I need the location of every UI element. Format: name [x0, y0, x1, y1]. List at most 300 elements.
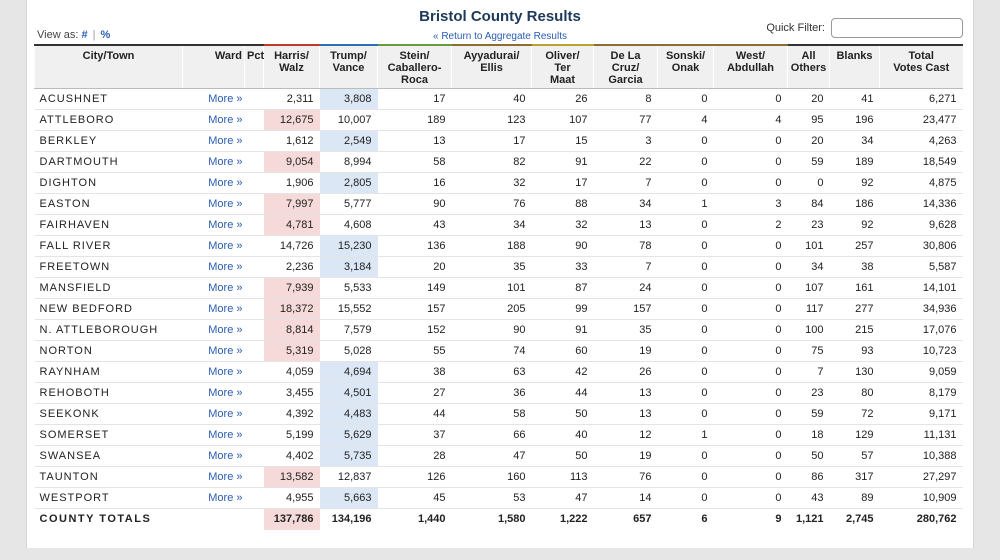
cell-ayyadurai: 35 [452, 256, 532, 277]
cell-total: 8,179 [880, 382, 963, 403]
table-row [35, 130, 963, 151]
cell-trump: 2,805 [320, 172, 378, 193]
cell-pct-empty [245, 193, 264, 214]
col-delacruz-line3: Garcia [608, 74, 643, 86]
cell-blanks: 186 [830, 193, 880, 214]
cell-stein: 1,440 [417, 513, 446, 526]
more-link[interactable]: More » [183, 88, 245, 109]
cell-delacruz: 34 [594, 193, 658, 214]
cell-sonski: 0 [658, 487, 714, 508]
table-row [35, 151, 963, 172]
cell-blanks: 92 [830, 214, 880, 235]
more-link[interactable]: More » [183, 277, 245, 298]
col-oliver-line3: Maat [549, 74, 576, 86]
cell-stein: 20 [378, 256, 452, 277]
results-table [34, 44, 963, 530]
cell-ayyadurai: 17 [452, 130, 532, 151]
table-row [35, 277, 963, 298]
cell-allothers: 20 [788, 88, 830, 109]
cell-blanks: 38 [830, 256, 880, 277]
col-ayyadurai-ellis[interactable] [452, 45, 532, 88]
totals-label: COUNTY TOTALS [39, 513, 152, 526]
cell-total: 34,936 [880, 298, 963, 319]
cell-ayyadurai: 53 [452, 487, 532, 508]
col-stein-line2: Caballero- [387, 62, 442, 74]
col-ward[interactable]: Ward [183, 45, 245, 88]
col-oliver-line1: Oliver/ [545, 50, 580, 62]
cell-delacruz: 7 [594, 256, 658, 277]
cell-ayyadurai: 40 [452, 88, 532, 109]
cell-city: FAIRHAVEN [35, 214, 183, 235]
cell-total: 18,549 [880, 151, 963, 172]
cell-harris: 4,402 [264, 445, 320, 466]
more-link[interactable]: More » [183, 361, 245, 382]
cell-west: 0 [714, 382, 788, 403]
col-harris-line2: Walz [279, 62, 304, 74]
cell-trump: 4,694 [320, 361, 378, 382]
col-sonski-line2: Onak [671, 62, 700, 74]
cell-sonski: 0 [658, 466, 714, 487]
cell-sonski: 0 [658, 403, 714, 424]
cell-trump: 3,184 [320, 256, 378, 277]
cell-blanks: 57 [830, 445, 880, 466]
cell-sonski: 0 [658, 256, 714, 277]
table-row [35, 445, 963, 466]
cell-city: SOMERSET [35, 424, 183, 445]
cell-stein: 126 [378, 466, 452, 487]
col-west-line1: West/ [735, 50, 766, 62]
cell-allothers: 23 [788, 382, 830, 403]
cell-sonski: 0 [658, 361, 714, 382]
cell-trump: 5,777 [320, 193, 378, 214]
cell-stein: 17 [378, 88, 452, 109]
cell-blanks: 129 [830, 424, 880, 445]
cell-trump: 5,028 [320, 340, 378, 361]
cell-total: 10,723 [880, 340, 963, 361]
cell-delacruz: 78 [594, 235, 658, 256]
cell-delacruz: 13 [594, 403, 658, 424]
cell-total: 10,388 [880, 445, 963, 466]
cell-city: N. ATTLEBOROUGH [35, 319, 183, 340]
cell-ayyadurai: 34 [452, 214, 532, 235]
cell-harris: 12,675 [264, 109, 320, 130]
cell-stein: 157 [378, 298, 452, 319]
cell-pct-empty [245, 172, 264, 193]
cell-west: 0 [714, 256, 788, 277]
col-total-line1: Total [908, 50, 934, 62]
cell-city: REHOBOTH [35, 382, 183, 403]
cell-city: NEW BEDFORD [35, 298, 183, 319]
cell-pct-empty [245, 445, 264, 466]
table-row [35, 382, 963, 403]
col-trump-line2: Vance [332, 62, 365, 74]
cell-blanks: 89 [830, 487, 880, 508]
col-oliver-line2: Ter [554, 62, 571, 74]
cell-delacruz: 35 [594, 319, 658, 340]
view-as-label: View as: [37, 29, 79, 41]
view-as-percent-link[interactable]: % [100, 29, 111, 41]
col-blanks[interactable]: Blanks [830, 45, 880, 88]
cell-delacruz: 26 [594, 361, 658, 382]
cell-harris: 4,955 [264, 487, 320, 508]
more-link[interactable]: More » [183, 445, 245, 466]
table-row [35, 214, 963, 235]
cell-stein: 149 [378, 277, 452, 298]
cell-west: 0 [714, 298, 788, 319]
cell-west: 0 [714, 340, 788, 361]
cell-harris: 4,781 [264, 214, 320, 235]
cell-pct-empty [245, 466, 264, 487]
cell-sonski: 0 [658, 214, 714, 235]
cell-total: 5,587 [880, 256, 963, 277]
cell-oliver: 17 [532, 172, 594, 193]
cell-ward-empty [183, 508, 245, 530]
cell-delacruz: 13 [594, 382, 658, 403]
cell-city: SWANSEA [35, 445, 183, 466]
table-row [35, 256, 963, 277]
cell-harris: 14,726 [264, 235, 320, 256]
cell-city: WESTPORT [35, 487, 183, 508]
cell-west: 0 [714, 277, 788, 298]
cell-sonski: 0 [658, 277, 714, 298]
cell-pct-empty [245, 256, 264, 277]
col-all-others[interactable] [788, 45, 830, 88]
cell-sonski: 0 [658, 172, 714, 193]
more-link[interactable]: More » [183, 466, 245, 487]
more-link[interactable]: More » [183, 319, 245, 340]
cell-ayyadurai: 188 [452, 235, 532, 256]
more-link[interactable]: More » [183, 151, 245, 172]
col-allothers-line2: Others [790, 62, 827, 74]
more-link[interactable]: More » [183, 403, 245, 424]
col-ayyadurai-line1: Ayyadurai/ [463, 50, 520, 62]
cell-trump: 5,735 [320, 445, 378, 466]
cell-blanks: 189 [830, 151, 880, 172]
cell-west: 4 [714, 109, 788, 130]
cell-west: 0 [714, 487, 788, 508]
cell-blanks: 277 [830, 298, 880, 319]
cell-total: 10,909 [880, 487, 963, 508]
cell-stein: 27 [378, 382, 452, 403]
cell-delacruz: 13 [594, 214, 658, 235]
cell-west: 0 [714, 319, 788, 340]
cell-west: 0 [714, 235, 788, 256]
cell-trump: 5,663 [320, 487, 378, 508]
return-to-aggregate-link[interactable]: « Return to Aggregate Results [433, 31, 567, 42]
cell-delacruz: 12 [594, 424, 658, 445]
col-allothers-line1: All [801, 50, 816, 62]
cell-sonski: 0 [658, 445, 714, 466]
cell-oliver: 44 [532, 382, 594, 403]
col-stein-caballero-roca[interactable] [378, 45, 452, 88]
cell-harris: 18,372 [264, 298, 320, 319]
quick-filter-label: Quick Filter: [766, 22, 825, 34]
cell-stein: 13 [378, 130, 452, 151]
cell-total: 14,336 [880, 193, 963, 214]
cell-blanks: 80 [830, 382, 880, 403]
table-row [35, 298, 963, 319]
cell-trump: 4,483 [320, 403, 378, 424]
table-row [35, 109, 963, 130]
more-link[interactable]: More » [183, 130, 245, 151]
cell-total: 17,076 [880, 319, 963, 340]
table-row [35, 361, 963, 382]
cell-total: 9,628 [880, 214, 963, 235]
table-header-row [35, 45, 963, 88]
cell-trump: 5,533 [320, 277, 378, 298]
cell-pct-empty [245, 109, 264, 130]
cell-stein: 90 [378, 193, 452, 214]
col-stein-line1: Stein/ [399, 50, 430, 62]
page-title: Bristol County Results [419, 8, 581, 25]
cell-harris: 7,939 [264, 277, 320, 298]
col-west-line2: Abdullah [726, 62, 775, 74]
cell-west: 0 [714, 403, 788, 424]
cell-pct-empty [245, 151, 264, 172]
col-city[interactable]: City/Town [35, 45, 183, 88]
cell-delacruz: 3 [594, 130, 658, 151]
cell-oliver: 15 [532, 130, 594, 151]
cell-pct-empty [245, 319, 264, 340]
cell-city: DIGHTON [35, 172, 183, 193]
cell-harris: 5,199 [264, 424, 320, 445]
more-link[interactable]: More » [183, 487, 245, 508]
cell-allothers: 23 [788, 214, 830, 235]
table-row [35, 235, 963, 256]
cell-ayyadurai: 76 [452, 193, 532, 214]
cell-stein: 45 [378, 487, 452, 508]
quick-filter-input[interactable] [831, 18, 963, 38]
cell-trump: 134,196 [331, 513, 372, 526]
cell-pct-empty [245, 424, 264, 445]
cell-blanks: 41 [830, 88, 880, 109]
cell-delacruz: 157 [594, 298, 658, 319]
cell-pct-empty [245, 340, 264, 361]
cell-sonski: 0 [658, 235, 714, 256]
results-body [35, 88, 963, 530]
cell-allothers: 20 [788, 130, 830, 151]
cell-oliver: 50 [532, 403, 594, 424]
cell-delacruz: 19 [594, 340, 658, 361]
cell-city: NORTON [35, 340, 183, 361]
cell-sonski: 1 [658, 193, 714, 214]
cell-city: TAUNTON [35, 466, 183, 487]
cell-oliver: 26 [532, 88, 594, 109]
cell-city: EASTON [35, 193, 183, 214]
more-link[interactable]: More » [183, 382, 245, 403]
col-harris-line1: Harris/ [274, 50, 309, 62]
cell-pct-empty [245, 487, 264, 508]
cell-stein: 136 [378, 235, 452, 256]
cell-total: 9,059 [880, 361, 963, 382]
cell-trump: 4,501 [320, 382, 378, 403]
cell-stein: 28 [378, 445, 452, 466]
cell-pct-empty [245, 298, 264, 319]
more-link[interactable]: More » [183, 298, 245, 319]
table-row [35, 487, 963, 508]
cell-oliver: 33 [532, 256, 594, 277]
cell-ayyadurai: 36 [452, 382, 532, 403]
cell-ayyadurai: 58 [452, 403, 532, 424]
cell-total: 11,131 [880, 424, 963, 445]
cell-ayyadurai: 82 [452, 151, 532, 172]
cell-blanks: 130 [830, 361, 880, 382]
cell-oliver: 1,222 [559, 513, 588, 526]
cell-oliver: 99 [532, 298, 594, 319]
cell-west: 0 [714, 466, 788, 487]
cell-blanks: 317 [830, 466, 880, 487]
cell-allothers: 117 [788, 298, 830, 319]
cell-trump: 10,007 [320, 109, 378, 130]
quick-filter [766, 18, 963, 38]
more-link[interactable]: More » [183, 109, 245, 130]
col-pct[interactable]: Pct [245, 45, 264, 88]
cell-stein: 58 [378, 151, 452, 172]
cell-city: BERKLEY [35, 130, 183, 151]
col-trump-vance[interactable] [320, 45, 378, 88]
cell-harris: 9,054 [264, 151, 320, 172]
cell-total: 6,271 [880, 88, 963, 109]
cell-ayyadurai: 101 [452, 277, 532, 298]
col-west-abdullah[interactable] [714, 45, 788, 88]
cell-allothers: 50 [788, 445, 830, 466]
table-row [35, 340, 963, 361]
cell-oliver: 113 [532, 466, 594, 487]
cell-delacruz: 657 [633, 513, 652, 526]
cell-pct-empty [245, 88, 264, 109]
cell-harris: 8,814 [264, 319, 320, 340]
cell-stein: 44 [378, 403, 452, 424]
cell-west: 0 [714, 88, 788, 109]
cell-total: 9,171 [880, 403, 963, 424]
cell-city: ATTLEBORO [35, 109, 183, 130]
col-harris-walz[interactable] [264, 45, 320, 88]
cell-pct-empty [245, 508, 264, 530]
cell-west: 0 [714, 151, 788, 172]
cell-sonski: 0 [658, 319, 714, 340]
cell-west: 0 [714, 172, 788, 193]
cell-delacruz: 76 [594, 466, 658, 487]
cell-ayyadurai: 123 [452, 109, 532, 130]
cell-allothers: 101 [788, 235, 830, 256]
cell-blanks: 92 [830, 172, 880, 193]
cell-trump: 7,579 [320, 319, 378, 340]
cell-allothers: 18 [788, 424, 830, 445]
cell-west: 0 [714, 361, 788, 382]
cell-city: ACUSHNET [35, 88, 183, 109]
col-ayyadurai-line2: Ellis [480, 62, 503, 74]
cell-allothers: 59 [788, 403, 830, 424]
cell-west: 0 [714, 130, 788, 151]
cell-total: 14,101 [880, 277, 963, 298]
col-delacruz-line1: De La [610, 50, 641, 62]
cell-sonski: 6 [701, 513, 708, 526]
cell-blanks: 161 [830, 277, 880, 298]
cell-allothers: 7 [788, 361, 830, 382]
cell-oliver: 50 [532, 445, 594, 466]
cell-oliver: 60 [532, 340, 594, 361]
cell-trump: 12,837 [320, 466, 378, 487]
col-sonski-onak[interactable] [658, 45, 714, 88]
cell-oliver: 40 [532, 424, 594, 445]
cell-total: 4,875 [880, 172, 963, 193]
cell-blanks: 196 [830, 109, 880, 130]
cell-allothers: 84 [788, 193, 830, 214]
col-total-votes-cast[interactable] [880, 45, 963, 88]
more-link[interactable]: More » [183, 424, 245, 445]
cell-delacruz: 14 [594, 487, 658, 508]
cell-pct-empty [245, 361, 264, 382]
cell-harris: 4,059 [264, 361, 320, 382]
cell-sonski: 0 [658, 298, 714, 319]
cell-ayyadurai: 47 [452, 445, 532, 466]
cell-city: RAYNHAM [35, 361, 183, 382]
col-oliver-ter-maat[interactable] [532, 45, 594, 88]
more-link[interactable]: More » [183, 214, 245, 235]
cell-ayyadurai: 32 [452, 172, 532, 193]
cell-oliver: 88 [532, 193, 594, 214]
cell-total: 30,806 [880, 235, 963, 256]
col-delacruz-line2: Cruz/ [611, 62, 640, 74]
table-row [35, 466, 963, 487]
cell-total: 27,297 [880, 466, 963, 487]
cell-harris: 3,455 [264, 382, 320, 403]
cell-allothers: 43 [788, 487, 830, 508]
results-page [26, 0, 974, 548]
more-link[interactable]: More » [183, 172, 245, 193]
cell-sonski: 1 [658, 424, 714, 445]
cell-west: 2 [714, 214, 788, 235]
cell-allothers: 59 [788, 151, 830, 172]
cell-allothers: 100 [788, 319, 830, 340]
cell-blanks: 93 [830, 340, 880, 361]
cell-pct-empty [245, 130, 264, 151]
cell-trump: 15,230 [320, 235, 378, 256]
more-link[interactable]: More » [183, 256, 245, 277]
cell-delacruz: 7 [594, 172, 658, 193]
cell-allothers: 75 [788, 340, 830, 361]
more-link[interactable]: More » [183, 340, 245, 361]
more-link[interactable]: More » [183, 235, 245, 256]
cell-oliver: 47 [532, 487, 594, 508]
cell-stein: 37 [378, 424, 452, 445]
more-link[interactable]: More » [183, 193, 245, 214]
cell-harris: 5,319 [264, 340, 320, 361]
cell-oliver: 87 [532, 277, 594, 298]
cell-sonski: 0 [658, 88, 714, 109]
view-as-number-link[interactable]: # [81, 29, 88, 41]
col-sonski-line1: Sonski/ [665, 50, 706, 62]
cell-city: MANSFIELD [35, 277, 183, 298]
table-row [35, 424, 963, 445]
cell-ayyadurai: 66 [452, 424, 532, 445]
table-row [35, 403, 963, 424]
cell-ayyadurai: 63 [452, 361, 532, 382]
table-row [35, 172, 963, 193]
cell-stein: 152 [378, 319, 452, 340]
cell-allothers: 95 [788, 109, 830, 130]
cell-harris: 7,997 [264, 193, 320, 214]
col-stein-line3: Roca [401, 74, 428, 86]
cell-harris: 2,236 [264, 256, 320, 277]
cell-ayyadurai: 1,580 [497, 513, 526, 526]
col-de-la-cruz-garcia[interactable] [594, 45, 658, 88]
cell-oliver: 107 [532, 109, 594, 130]
cell-oliver: 32 [532, 214, 594, 235]
cell-pct-empty [245, 277, 264, 298]
cell-allothers: 0 [788, 172, 830, 193]
cell-delacruz: 19 [594, 445, 658, 466]
